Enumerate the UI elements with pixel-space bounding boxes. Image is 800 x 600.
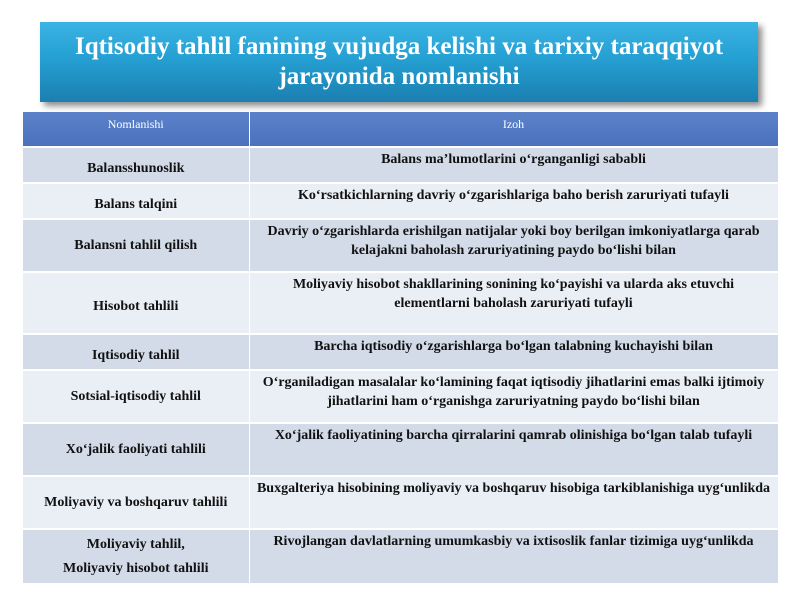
row-note: Buxgalteriya hisobining moliyaviy va boshqaruv hisobiga tarkiblanishiga uyg‘unlikda <box>249 476 778 529</box>
row-note: Rivojlangan davlatlarning umumkasbiy va ixtisoslik fanlar tizimiga uyg‘unlikda <box>249 529 778 583</box>
table-row <box>23 272 778 334</box>
row-note: Davriy o‘zgarishlarda erishilgan natijalar yoki boy berilgan imkoniyatlarga qarab kelajakni baholash zaruriyatining paydo bo‘lishi bilan <box>249 219 778 272</box>
table-row <box>23 334 778 370</box>
header-name <box>23 112 249 147</box>
table-row <box>23 476 778 529</box>
table-header-row <box>23 112 778 147</box>
row-note: Balans ma’lumotlarini o‘rganganligi sababli <box>249 147 778 183</box>
row-name-cell <box>23 529 249 583</box>
table-row <box>23 423 778 476</box>
row-note: Barcha iqtisodiy o‘zgarishlarga bo‘lgan talabning kuchayishi bilan <box>249 334 778 370</box>
row-name: Moliyaviy tahlil, <box>86 536 185 552</box>
table-row <box>23 183 778 219</box>
row-name: Sotsial-iqtisodiy tahlil <box>23 370 249 423</box>
row-note: O‘rganiladigan masalalar ko‘lamining faqat iqtisodiy jihatlarini emas balki ijtimoiy jihatlarini ham o‘rganishga zaruriyatning paydo bo‘lishi bilan <box>249 370 778 423</box>
table-row <box>23 529 778 583</box>
row-name: Balans talqini <box>23 183 249 219</box>
table-row <box>23 370 778 423</box>
slide-title: Iqtisodiy tahlil fanining vujudga kelishi va tarixiy taraqqiyot jarayonida nomlanishi <box>74 33 724 90</box>
table-row <box>23 147 778 183</box>
row-name: Xo‘jalik faoliyati tahlili <box>23 423 249 476</box>
header-note <box>249 112 778 147</box>
row-name-secondary: Moliyaviy hisobot tahlili <box>63 560 209 576</box>
row-name: Balansshunoslik <box>23 147 249 183</box>
row-note: Ko‘rsatkichlarning davriy o‘zgarishlariga baho berish zaruriyati tufayli <box>249 183 778 219</box>
row-note: Moliyaviy hisobot shakllarining sonining ko‘payishi va ularda aks etuvchi elementlarni baholash zaruriyati tufayli <box>249 272 778 334</box>
table-row <box>23 219 778 272</box>
row-name: Hisobot tahlili <box>23 272 249 334</box>
naming-table <box>23 112 779 583</box>
row-name: Moliyaviy va boshqaruv tahlili <box>23 476 249 529</box>
header-name-label: Nomlanishi <box>107 117 164 131</box>
title-banner <box>40 22 758 102</box>
row-note: Xo‘jalik faoliyatining barcha qirralarini qamrab olinishiga bo‘lgan talab tufayli <box>249 423 778 476</box>
header-note-label: Izoh <box>502 117 525 131</box>
row-name: Iqtisodiy tahlil <box>23 334 249 370</box>
row-name: Balansni tahlil qilish <box>23 219 249 272</box>
